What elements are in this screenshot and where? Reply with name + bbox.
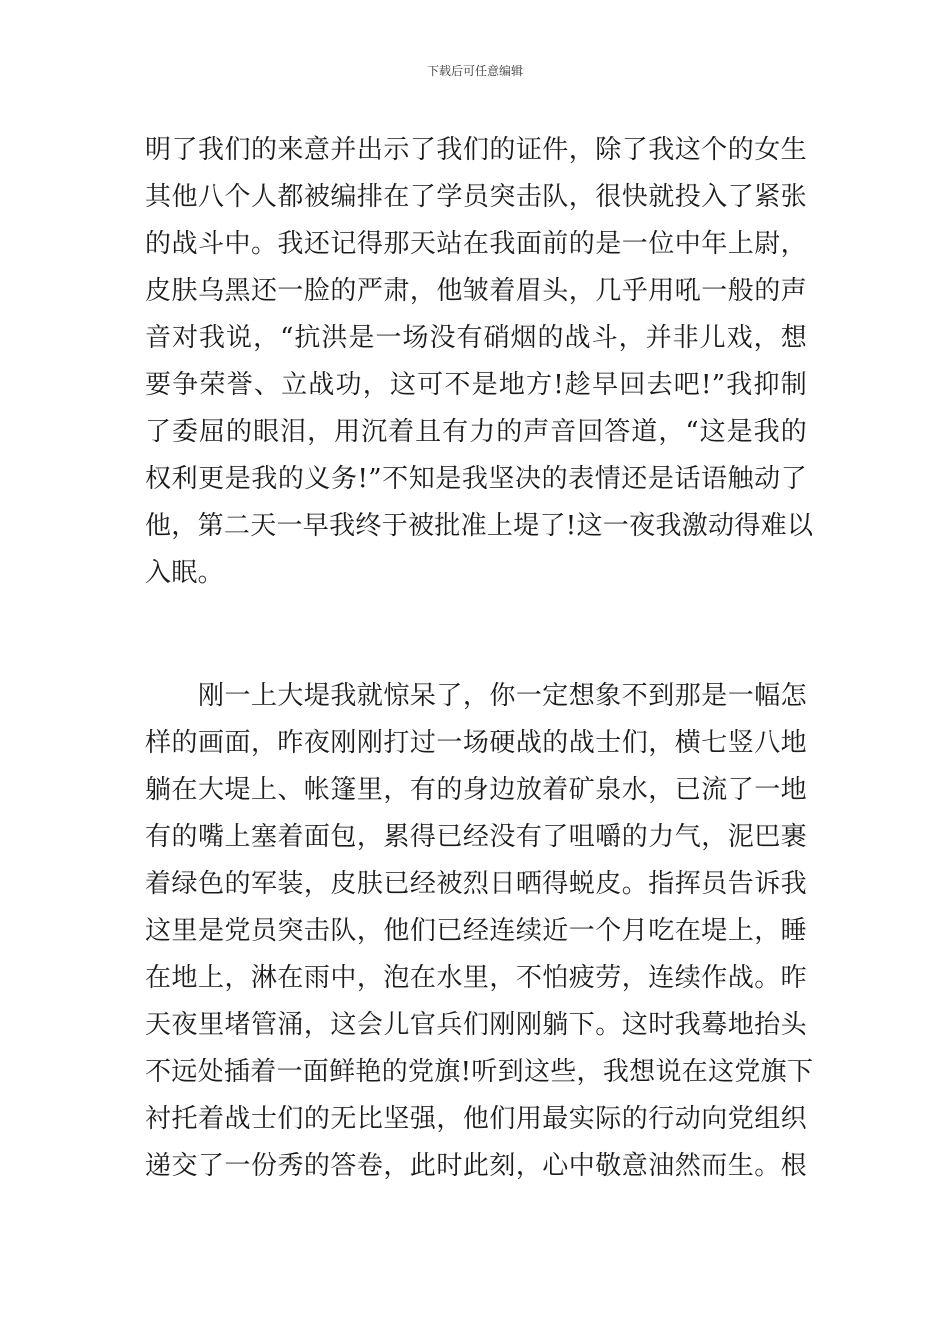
text-line: 权利更是我的义务!”不知是我坚决的表情还是话语触动了 <box>145 464 807 494</box>
text-line: 这里是党员突击队，他们已经连续近一个月吃在堤上，睡 <box>145 916 807 946</box>
body-paragraph <box>145 127 814 597</box>
text-line: 衬托着战士们的无比坚强，他们用最实际的行动向党组织 <box>145 1104 807 1134</box>
text-line: 皮肤乌黑还一脸的严肃，他皱着眉头，几乎用吼一般的声 <box>145 276 807 306</box>
text-line: 要争荣誉、立战功，这可不是地方!趁早回去吧!”我抑制 <box>145 370 807 400</box>
text-line: 音对我说，“抗洪是一场没有硝烟的战斗，并非儿戏，想 <box>145 323 807 353</box>
text-line: 入眠。 <box>145 558 224 588</box>
text-line: 递交了一份秀的答卷，此时此刻，心中敬意油然而生。根 <box>145 1151 807 1181</box>
text-line: 躺在大堤上、帐篷里，有的身边放着矿泉水，已流了一地 <box>145 775 807 805</box>
text-line: 刚一上大堤我就惊呆了，你一定想象不到那是一幅怎 <box>145 681 807 711</box>
text-line: 在地上，淋在雨中，泡在水里，不怕疲劳，连续作战。昨 <box>145 963 807 993</box>
text-line: 了委屈的眼泪，用沉着且有力的声音回答道，“这是我的 <box>145 417 807 447</box>
text-line: 天夜里堵管涌，这会儿官兵们刚刚躺下。这时我蓦地抬头 <box>145 1010 807 1040</box>
text-line: 有的嘴上塞着面包，累得已经没有了咀嚼的力气，泥巴裹 <box>145 822 807 852</box>
body-paragraph <box>145 673 814 1190</box>
text-line: 的战斗中。我还记得那天站在我面前的是一位中年上尉， <box>145 229 807 259</box>
text-line: 其他八个人都被编排在了学员突击队，很快就投入了紧张 <box>145 182 807 212</box>
text-line: 着绿色的军装，皮肤已经被烈日晒得蜕皮。指挥员告诉我 <box>145 869 807 899</box>
page-header-note: 下载后可任意编辑 <box>426 64 523 78</box>
text-line: 不远处插着一面鲜艳的党旗!听到这些，我想说在这党旗下 <box>145 1057 814 1087</box>
text-line: 明了我们的来意并出示了我们的证件，除了我这个的女生 <box>145 135 807 165</box>
text-line: 他，第二天一早我终于被批准上堤了!这一夜我激动得难以 <box>145 511 814 541</box>
text-line: 样的画面，昨夜刚刚打过一场硬战的战士们，横七竖八地 <box>145 728 807 758</box>
